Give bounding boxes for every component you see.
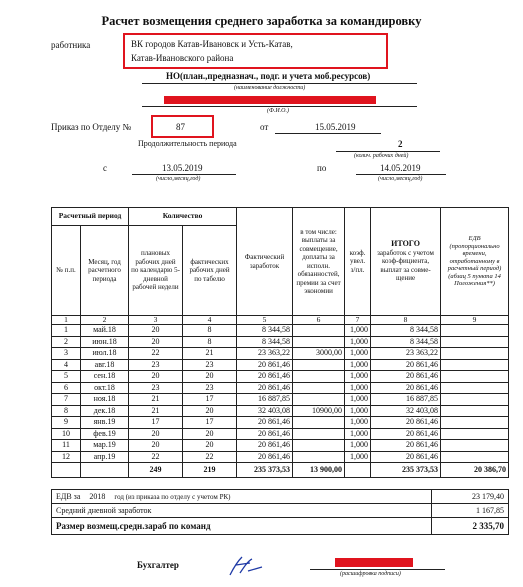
from-label: с — [103, 163, 107, 173]
order-from-label: от — [260, 122, 269, 132]
row-number: 8 — [52, 405, 81, 417]
table-row — [52, 394, 509, 406]
edv-value: 23 179,40 — [432, 490, 509, 504]
row-salary: 20 861,46 — [237, 371, 293, 383]
workdays-caption: (колич. рабочих дней) — [354, 153, 409, 159]
row-total: 20 861,46 — [371, 440, 441, 452]
redacted-name — [164, 96, 376, 104]
row-plan-days: 23 — [129, 382, 183, 394]
org-line-2: Катав-Ивановского района — [131, 53, 234, 63]
totals-edv: 20 386,70 — [441, 463, 509, 478]
row-coef: 1,000 — [345, 428, 371, 440]
row-salary: 20 861,46 — [237, 428, 293, 440]
row-fact-days: 20 — [183, 440, 237, 452]
position-caption: (наименование должности) — [234, 85, 306, 91]
row-plan-days: 22 — [129, 348, 183, 360]
date-to: 14.05.2019 — [380, 163, 421, 173]
signature-underline — [310, 569, 445, 570]
row-coef: 1,000 — [345, 417, 371, 429]
row-month: янв.19 — [81, 417, 129, 429]
row-incl — [293, 440, 345, 452]
row-coef: 1,000 — [345, 336, 371, 348]
column-number: 3 — [129, 316, 183, 325]
table-row — [52, 359, 509, 371]
row-edv — [441, 394, 509, 406]
row-salary: 20 861,46 — [237, 451, 293, 463]
row-incl — [293, 336, 345, 348]
redacted-signature-name — [335, 558, 413, 567]
column-number: 9 — [441, 316, 509, 325]
row-edv — [441, 325, 509, 337]
row-coef: 1,000 — [345, 394, 371, 406]
calculation-table — [51, 207, 509, 478]
table-row — [52, 417, 509, 429]
row-coef: 1,000 — [345, 382, 371, 394]
group-period-header: Расчетный период — [52, 208, 129, 226]
column-number: 8 — [371, 316, 441, 325]
row-fact-days: 20 — [183, 405, 237, 417]
order-label: Приказ по Отделу № — [51, 122, 132, 132]
totals-incl: 13 900,00 — [293, 463, 345, 478]
date-to-caption: (число,месяц,год) — [378, 176, 423, 182]
col-plan-header: плановых рабочих дней по календарю 5-дневной рабочей недели — [129, 226, 183, 316]
row-edv — [441, 428, 509, 440]
row-incl: 3000,00 — [293, 348, 345, 360]
edv-label: ЕДВ за — [56, 492, 81, 501]
col-fact-header: фактических рабочих дней по табелю — [183, 226, 237, 316]
row-number: 4 — [52, 359, 81, 371]
result-label: Размер возмещ.средн.зараб по команд — [52, 518, 432, 535]
org-highlight-box — [123, 33, 388, 69]
row-coef: 1,000 — [345, 348, 371, 360]
row-plan-days: 17 — [129, 417, 183, 429]
table-row — [52, 336, 509, 348]
row-edv — [441, 451, 509, 463]
edv-row — [52, 490, 509, 504]
col-edv-header: ЕДВ (пропорционально времени, отработанному в расчетный период) (абзац 5 пункта 14 Положения**) — [441, 208, 509, 316]
table-row — [52, 440, 509, 452]
row-salary: 20 861,46 — [237, 359, 293, 371]
row-plan-days: 21 — [129, 405, 183, 417]
row-fact-days: 17 — [183, 417, 237, 429]
row-salary: 20 861,46 — [237, 440, 293, 452]
row-salary: 8 344,58 — [237, 325, 293, 337]
row-incl — [293, 451, 345, 463]
row-month: авг.18 — [81, 359, 129, 371]
row-incl — [293, 394, 345, 406]
table-row — [52, 382, 509, 394]
totals-salary: 235 373,53 — [237, 463, 293, 478]
order-date: 15.05.2019 — [315, 122, 356, 132]
row-plan-days: 20 — [129, 428, 183, 440]
row-coef: 1,000 — [345, 440, 371, 452]
row-fact-days: 20 — [183, 371, 237, 383]
row-edv — [441, 348, 509, 360]
table-row — [52, 371, 509, 383]
col-month-header: Месяц, год расчетного периода — [81, 226, 129, 316]
duration-label: Продолжительность периода — [138, 139, 237, 148]
row-fact-days: 17 — [183, 394, 237, 406]
row-total: 20 861,46 — [371, 371, 441, 383]
org-line-1: ВК городов Катав-Ивановск и Усть-Катав, — [131, 39, 293, 49]
table-row — [52, 428, 509, 440]
table-row — [52, 348, 509, 360]
row-incl — [293, 417, 345, 429]
row-month: фев.19 — [81, 428, 129, 440]
row-coef: 1,000 — [345, 359, 371, 371]
row-total: 20 861,46 — [371, 359, 441, 371]
row-coef: 1,000 — [345, 325, 371, 337]
avg-row — [52, 504, 509, 518]
department-name: НО(план.,предназнач., подг. и учета моб.ресурсов) — [166, 71, 371, 81]
row-month: сен.18 — [81, 371, 129, 383]
table-body — [52, 316, 509, 478]
row-number: 2 — [52, 336, 81, 348]
department-underline — [142, 83, 417, 84]
col-total-bold: ИТОГО — [391, 239, 420, 249]
row-month: окт.18 — [81, 382, 129, 394]
row-number: 12 — [52, 451, 81, 463]
row-month: май.18 — [81, 325, 129, 337]
order-number: 87 — [176, 122, 185, 132]
row-edv — [441, 371, 509, 383]
col-num-header: № п.п. — [52, 226, 81, 316]
row-plan-days: 21 — [129, 394, 183, 406]
row-incl — [293, 325, 345, 337]
row-coef: 1,000 — [345, 405, 371, 417]
column-number: 6 — [293, 316, 345, 325]
document-title: Расчет возмещения среднего заработка за командировку — [101, 14, 422, 28]
row-total: 32 403,08 — [371, 405, 441, 417]
row-plan-days: 20 — [129, 325, 183, 337]
avg-label: Средний дневной заработок — [52, 504, 432, 518]
row-edv — [441, 417, 509, 429]
totals-empty — [81, 463, 129, 478]
row-month: апр.19 — [81, 451, 129, 463]
edv-year: 2018 — [89, 492, 106, 501]
col-incl-header: в том числе: выплаты за совмещение, доплаты за исполн. обязанностей, премии за счет экономии — [293, 208, 345, 316]
row-fact-days: 8 — [183, 336, 237, 348]
fio-underline — [142, 106, 417, 107]
row-salary: 23 363,22 — [237, 348, 293, 360]
employee-label: работника — [51, 40, 91, 50]
row-total: 20 861,46 — [371, 451, 441, 463]
row-salary: 16 887,85 — [237, 394, 293, 406]
col-total-text: заработок с учетом коэф-фициента, выплат за совме-щение — [377, 248, 434, 283]
row-number: 1 — [52, 325, 81, 337]
row-plan-days: 20 — [129, 371, 183, 383]
row-incl — [293, 382, 345, 394]
row-month: ноя.18 — [81, 394, 129, 406]
to-label: по — [317, 163, 327, 173]
avg-value: 1 167,85 — [432, 504, 509, 518]
accountant-label: Бухгалтер — [137, 560, 179, 570]
col-salary-header: Фактический заработок — [237, 208, 293, 316]
signature-image — [226, 553, 266, 579]
signature-caption: (расшифровка подписи) — [340, 571, 401, 577]
row-edv — [441, 440, 509, 452]
order-number-highlight — [151, 115, 214, 138]
totals-empty — [52, 463, 81, 478]
column-number: 4 — [183, 316, 237, 325]
row-plan-days: 22 — [129, 451, 183, 463]
edv-note: год (из приказа по отделу с учетом РК) — [114, 493, 231, 501]
row-salary: 20 861,46 — [237, 382, 293, 394]
date-from: 13.05.2019 — [162, 163, 203, 173]
column-number: 2 — [81, 316, 129, 325]
row-fact-days: 23 — [183, 359, 237, 371]
row-edv — [441, 359, 509, 371]
row-month: дек.18 — [81, 405, 129, 417]
order-date-underline — [275, 133, 381, 134]
row-salary: 32 403,08 — [237, 405, 293, 417]
date-to-underline — [356, 174, 446, 175]
table-row — [52, 325, 509, 337]
row-total: 23 363,22 — [371, 348, 441, 360]
row-plan-days: 23 — [129, 359, 183, 371]
edv-label-cell — [52, 490, 432, 504]
row-plan-days: 20 — [129, 440, 183, 452]
row-total: 20 861,46 — [371, 417, 441, 429]
row-total: 16 887,85 — [371, 394, 441, 406]
col-total-header — [371, 208, 441, 316]
row-incl — [293, 359, 345, 371]
row-number: 6 — [52, 382, 81, 394]
row-fact-days: 22 — [183, 451, 237, 463]
table-row — [52, 405, 509, 417]
totals-total: 235 373,53 — [371, 463, 441, 478]
row-fact-days: 23 — [183, 382, 237, 394]
totals-row — [52, 463, 509, 478]
row-number: 3 — [52, 348, 81, 360]
result-row — [52, 518, 509, 535]
totals-fact-days: 219 — [183, 463, 237, 478]
row-incl: 10900,00 — [293, 405, 345, 417]
group-quantity-header: Количество — [129, 208, 237, 226]
totals-empty — [345, 463, 371, 478]
row-number: 9 — [52, 417, 81, 429]
row-month: мар.19 — [81, 440, 129, 452]
column-number: 7 — [345, 316, 371, 325]
row-edv — [441, 405, 509, 417]
row-plan-days: 20 — [129, 336, 183, 348]
row-coef: 1,000 — [345, 371, 371, 383]
table-row — [52, 451, 509, 463]
fio-caption: (Ф.И.О.) — [267, 108, 289, 114]
row-number: 5 — [52, 371, 81, 383]
row-number: 10 — [52, 428, 81, 440]
row-edv — [441, 382, 509, 394]
column-number-row — [52, 316, 509, 325]
row-total: 20 861,46 — [371, 428, 441, 440]
column-number: 1 — [52, 316, 81, 325]
row-total: 20 861,46 — [371, 382, 441, 394]
col-coef-header: коэф. увел. з/пл. — [345, 208, 371, 316]
row-fact-days: 8 — [183, 325, 237, 337]
summary-table — [51, 489, 509, 535]
row-incl — [293, 371, 345, 383]
row-fact-days: 21 — [183, 348, 237, 360]
totals-plan-days: 249 — [129, 463, 183, 478]
row-month: июн.18 — [81, 336, 129, 348]
duration-underline — [336, 151, 440, 152]
row-month: июл.18 — [81, 348, 129, 360]
row-number: 7 — [52, 394, 81, 406]
column-number: 5 — [237, 316, 293, 325]
row-salary: 20 861,46 — [237, 417, 293, 429]
row-coef: 1,000 — [345, 451, 371, 463]
duration-value: 2 — [398, 139, 403, 149]
row-incl — [293, 428, 345, 440]
row-edv — [441, 336, 509, 348]
date-from-underline — [132, 174, 236, 175]
row-number: 11 — [52, 440, 81, 452]
row-total: 8 344,58 — [371, 325, 441, 337]
row-salary: 8 344,58 — [237, 336, 293, 348]
row-fact-days: 20 — [183, 428, 237, 440]
row-total: 8 344,58 — [371, 336, 441, 348]
date-from-caption: (число,месяц,год) — [156, 176, 201, 182]
result-value: 2 335,70 — [432, 518, 509, 535]
